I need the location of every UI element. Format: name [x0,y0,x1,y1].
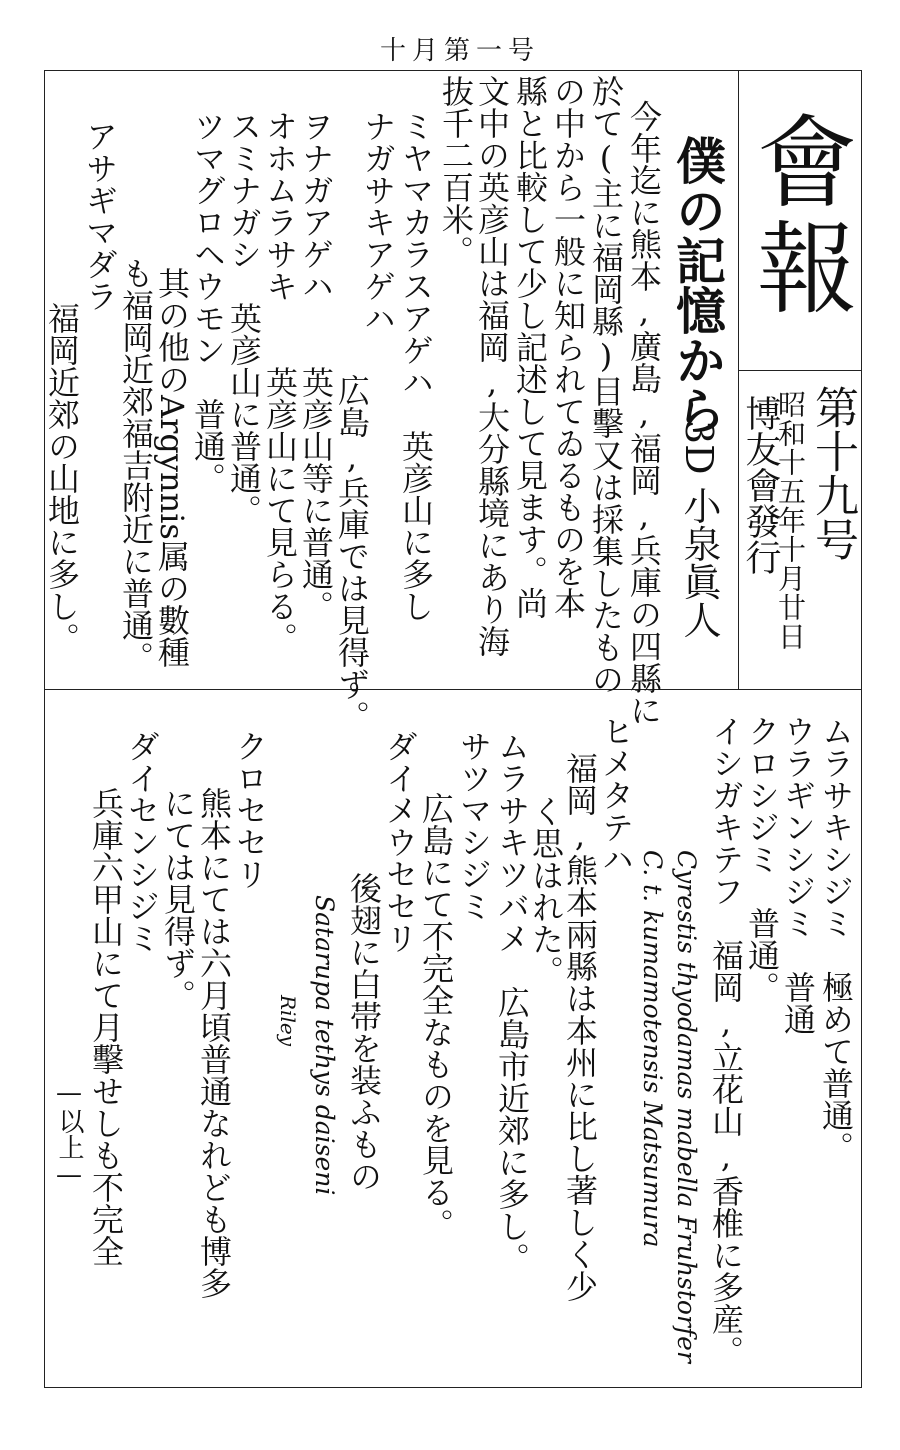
latin-name-1: Cyrestis thyodamas mabella Fruhstorfer [672,850,701,1363]
intro-line-4: 縣と比較して少し記述して見ます。尚 [511,75,549,619]
entry-ishigakichou: イシガキテフ 福岡,立花山,香椎に多産。 [707,715,745,1367]
entry-onaga: ヲナガアゲハ 英彦山等に普通。 [297,110,335,622]
intro-line-5: 文中の英彦山は福岡,大分縣境にあり海 [473,75,511,657]
entry-nagasaki: ナガサキアゲハ [359,110,397,334]
entry-daimyouseseri: ダイメウセセリ [381,730,419,954]
entry-kuroseseri-note-1: 熊本にては六月頃普通なれども博多 [195,755,233,1299]
intro-line-1: 今年迄に熊本,廣島,福岡,兵庫の四縣に [625,100,663,726]
latin-name-3: Satarupa tethys daiseni [310,895,339,1196]
entry-murasakishijimi: ムラサキシジミ 極めて普通。 [817,715,855,1163]
entry-kuroseseri: クロセセリ [231,730,269,890]
issue-number: 第十九号 [807,385,858,561]
horizontal-divider [44,689,862,690]
entry-satsumashijimi-note: 広島にて不完全なものを見る。 [417,760,455,1240]
entry-daimyouseseri-note: 後翅に白帯を装ふもの [345,840,383,1192]
entry-suminagashi: スミナガシ 英彦山に普通。 [225,110,263,526]
entry-kuroshijimi: クロシジミ 普通。 [743,715,781,1003]
entry-daisenshijimi-note: 兵庫六甲山にて月擊せしも不完全 [87,755,125,1267]
entry-miyama: ミヤマカラスアゲハ 英彦山に多し [397,110,435,622]
entry-satsumashijimi: サツマシジミ [455,730,493,922]
entry-himetateha-note-1: 福岡,熊本兩縣は本州に比し著しく少 [561,720,599,1302]
latin-name-2: C. t. kumamotensis Matsumura [638,850,667,1248]
publisher: 博友會發行 [740,395,781,575]
intro-line-2: 於て(主に福岡縣)目擊又は採集したもの [587,75,625,695]
intro-line-6: 抜千二百米。 [437,75,475,267]
entry-ohomurasaki: オホムラサキ 英彦山にて見らる。 [261,110,299,654]
entry-himetateha: ヒメタテハ [597,715,635,875]
article-title: 僕の記憶から [668,135,727,435]
entry-asagimadara-note: 福岡近郊の山地に多し。 [43,270,81,654]
masthead-title-divider [738,370,862,371]
publication-date: 昭和十五年十月廿日 [774,390,807,651]
entry-argynnis-note: も福岡近郊福吉附近に普通。 [117,225,155,673]
entry-tsumaguro: ツマグロヘウモン 普通。 [189,110,227,494]
entry-argynnis: 其の他のArgynnis属の數種 [153,235,191,668]
closing-mark: —以上— [54,1000,84,1190]
entry-murasakitsubame: ムラサキツバメ 広島市近郊に多し。 [493,730,531,1274]
article-author: 3D 小泉眞人 [677,420,721,639]
entry-uraginshijimi: ウラギンシジミ 普通 [779,715,817,1035]
entry-himetateha-note-2: く思はれた。 [527,795,565,987]
entry-nagasaki-note: 広島,兵庫では見得ず。 [333,310,371,732]
issue-header: 十月第一号 [379,36,540,66]
latin-name-4: Riley [276,995,300,1046]
entry-kuroseseri-note-2: にては見得ず。 [159,755,197,1011]
intro-line-3: の中から一般に知られてゐるものを本 [549,75,587,619]
masthead-divider [738,70,739,689]
masthead-title: 會報 [740,110,857,322]
entry-daisenshijimi: ダイセンシジミ [123,730,161,954]
entry-asagimadara: アサギマダラ [81,120,119,312]
